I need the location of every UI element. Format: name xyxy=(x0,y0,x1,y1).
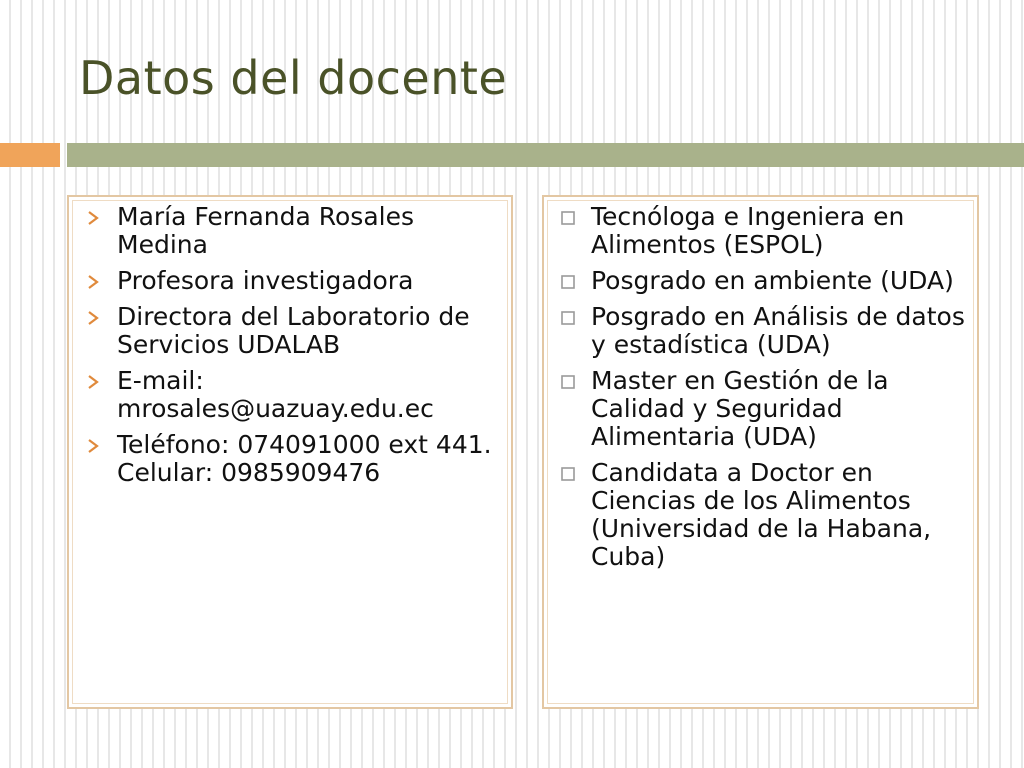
list-item-text: Tecnóloga e Ingeniera en Alimentos (ESPOL) xyxy=(591,202,905,259)
list-item xyxy=(544,203,977,259)
list-item xyxy=(544,303,977,359)
right-panel xyxy=(542,195,979,709)
list-item xyxy=(544,367,977,451)
square-bullet-icon xyxy=(558,271,578,293)
left-panel xyxy=(67,195,513,709)
arrow-bullet-icon xyxy=(83,371,103,393)
arrow-bullet-icon xyxy=(83,307,103,329)
list-item xyxy=(69,367,511,423)
list-item-text: Posgrado en Análisis de datos y estadística (UDA) xyxy=(591,302,965,359)
right-bullet-list xyxy=(544,203,977,579)
list-item xyxy=(544,459,977,571)
slide-title: Datos del docente xyxy=(79,51,508,105)
list-item xyxy=(69,303,511,359)
list-item xyxy=(544,267,977,295)
square-bullet-icon xyxy=(558,207,578,229)
square-bullet-icon xyxy=(558,371,578,393)
left-bullet-list xyxy=(69,203,511,495)
list-item-text: Teléfono: 074091000 ext 441. Celular: 0985909476 xyxy=(117,430,492,487)
arrow-bullet-icon xyxy=(83,271,103,293)
list-item-text: Master en Gestión de la Calidad y Seguridad Alimentaria (UDA) xyxy=(591,366,889,451)
square-bullet-icon xyxy=(558,463,578,485)
list-item-text: Directora del Laboratorio de Servicios UDALAB xyxy=(117,302,470,359)
list-item-text: Posgrado en ambiente (UDA) xyxy=(591,266,954,295)
list-item-text: Profesora investigadora xyxy=(117,266,414,295)
arrow-bullet-icon xyxy=(83,207,103,229)
list-item xyxy=(69,203,511,259)
list-item-text: E-mail: mrosales@uazuay.edu.ec xyxy=(117,366,434,423)
square-bullet-icon xyxy=(558,307,578,329)
arrow-bullet-icon xyxy=(83,435,103,457)
accent-bar-orange xyxy=(0,143,60,167)
list-item-text: María Fernanda Rosales Medina xyxy=(117,202,414,259)
list-item-text: Candidata a Doctor en Ciencias de los Alimentos (Universidad de la Habana, Cuba) xyxy=(591,458,932,571)
list-item xyxy=(69,267,511,295)
list-item xyxy=(69,431,511,487)
accent-bar-green xyxy=(67,143,1024,167)
